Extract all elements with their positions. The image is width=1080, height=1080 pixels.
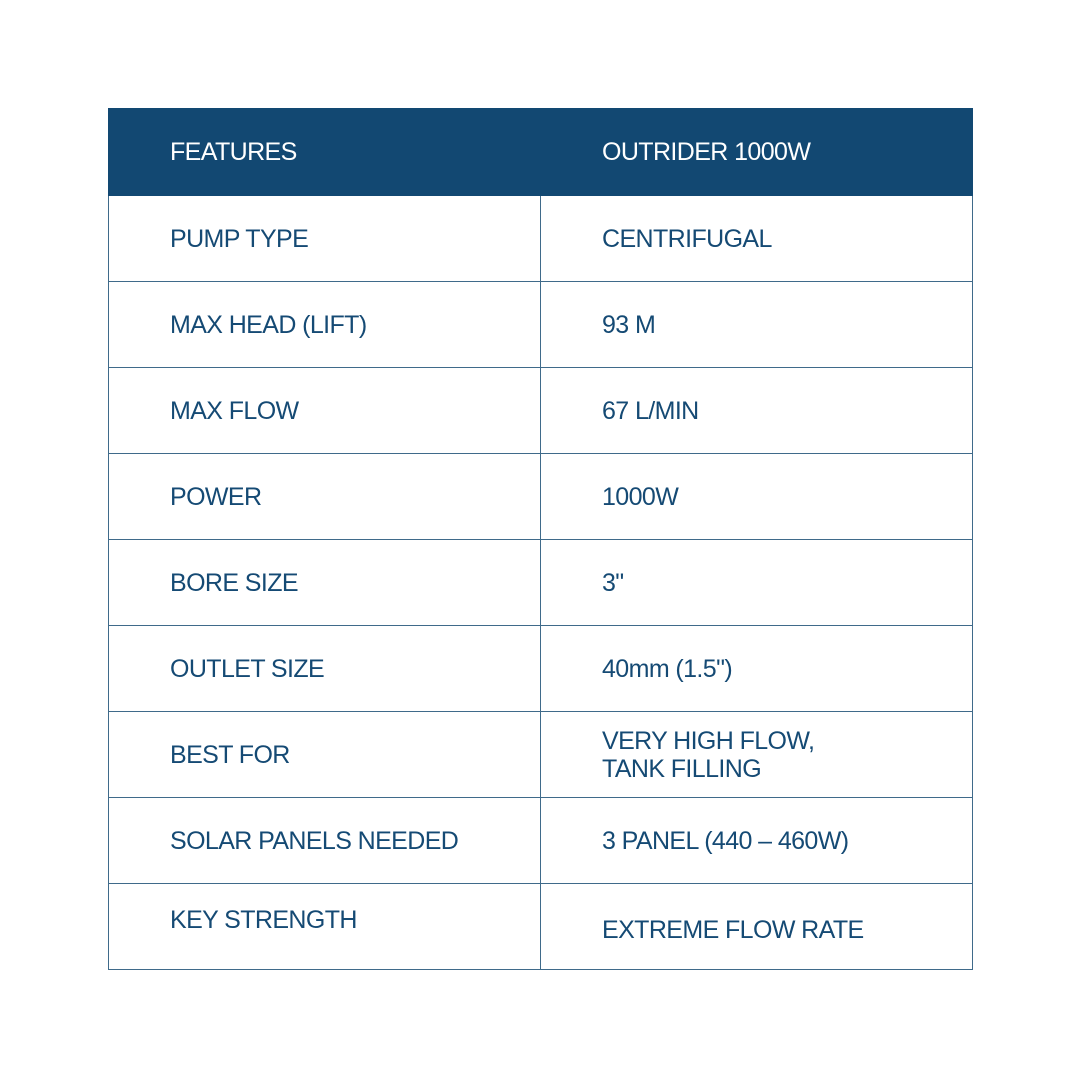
table-row bbox=[109, 798, 973, 884]
table-row bbox=[109, 540, 973, 626]
feature-cell: MAX HEAD (LIFT) bbox=[109, 282, 541, 368]
value-cell: 93 M bbox=[541, 282, 973, 368]
value-cell: CENTRIFUGAL bbox=[541, 196, 973, 282]
value-cell: 67 L/MIN bbox=[541, 368, 973, 454]
feature-cell: PUMP TYPE bbox=[109, 196, 541, 282]
value-cell: 1000W bbox=[541, 454, 973, 540]
value-cell: 40mm (1.5") bbox=[541, 626, 973, 712]
value-line: VERY HIGH FLOW, bbox=[602, 726, 815, 755]
spec-table bbox=[108, 108, 973, 970]
feature-cell: POWER bbox=[109, 454, 541, 540]
value-cell: 3" bbox=[541, 540, 973, 626]
feature-cell: OUTLET SIZE bbox=[109, 626, 541, 712]
header-model: OUTRIDER 1000W bbox=[541, 109, 973, 196]
value-cell: EXTREME FLOW RATE bbox=[541, 884, 973, 970]
value-line: TANK FILLING bbox=[602, 754, 762, 783]
table-row bbox=[109, 282, 973, 368]
feature-cell: KEY STRENGTH bbox=[109, 884, 541, 970]
value-cell: 3 PANEL (440 – 460W) bbox=[541, 798, 973, 884]
value-cell bbox=[541, 712, 973, 798]
table-header-row bbox=[109, 109, 973, 196]
feature-cell: BORE SIZE bbox=[109, 540, 541, 626]
table-row bbox=[109, 454, 973, 540]
table-row bbox=[109, 712, 973, 798]
feature-cell: MAX FLOW bbox=[109, 368, 541, 454]
header-features: FEATURES bbox=[109, 109, 541, 196]
table-row bbox=[109, 196, 973, 282]
table-row bbox=[109, 368, 973, 454]
feature-cell: BEST FOR bbox=[109, 712, 541, 798]
feature-cell: SOLAR PANELS NEEDED bbox=[109, 798, 541, 884]
table-row bbox=[109, 626, 973, 712]
table-row bbox=[109, 884, 973, 970]
